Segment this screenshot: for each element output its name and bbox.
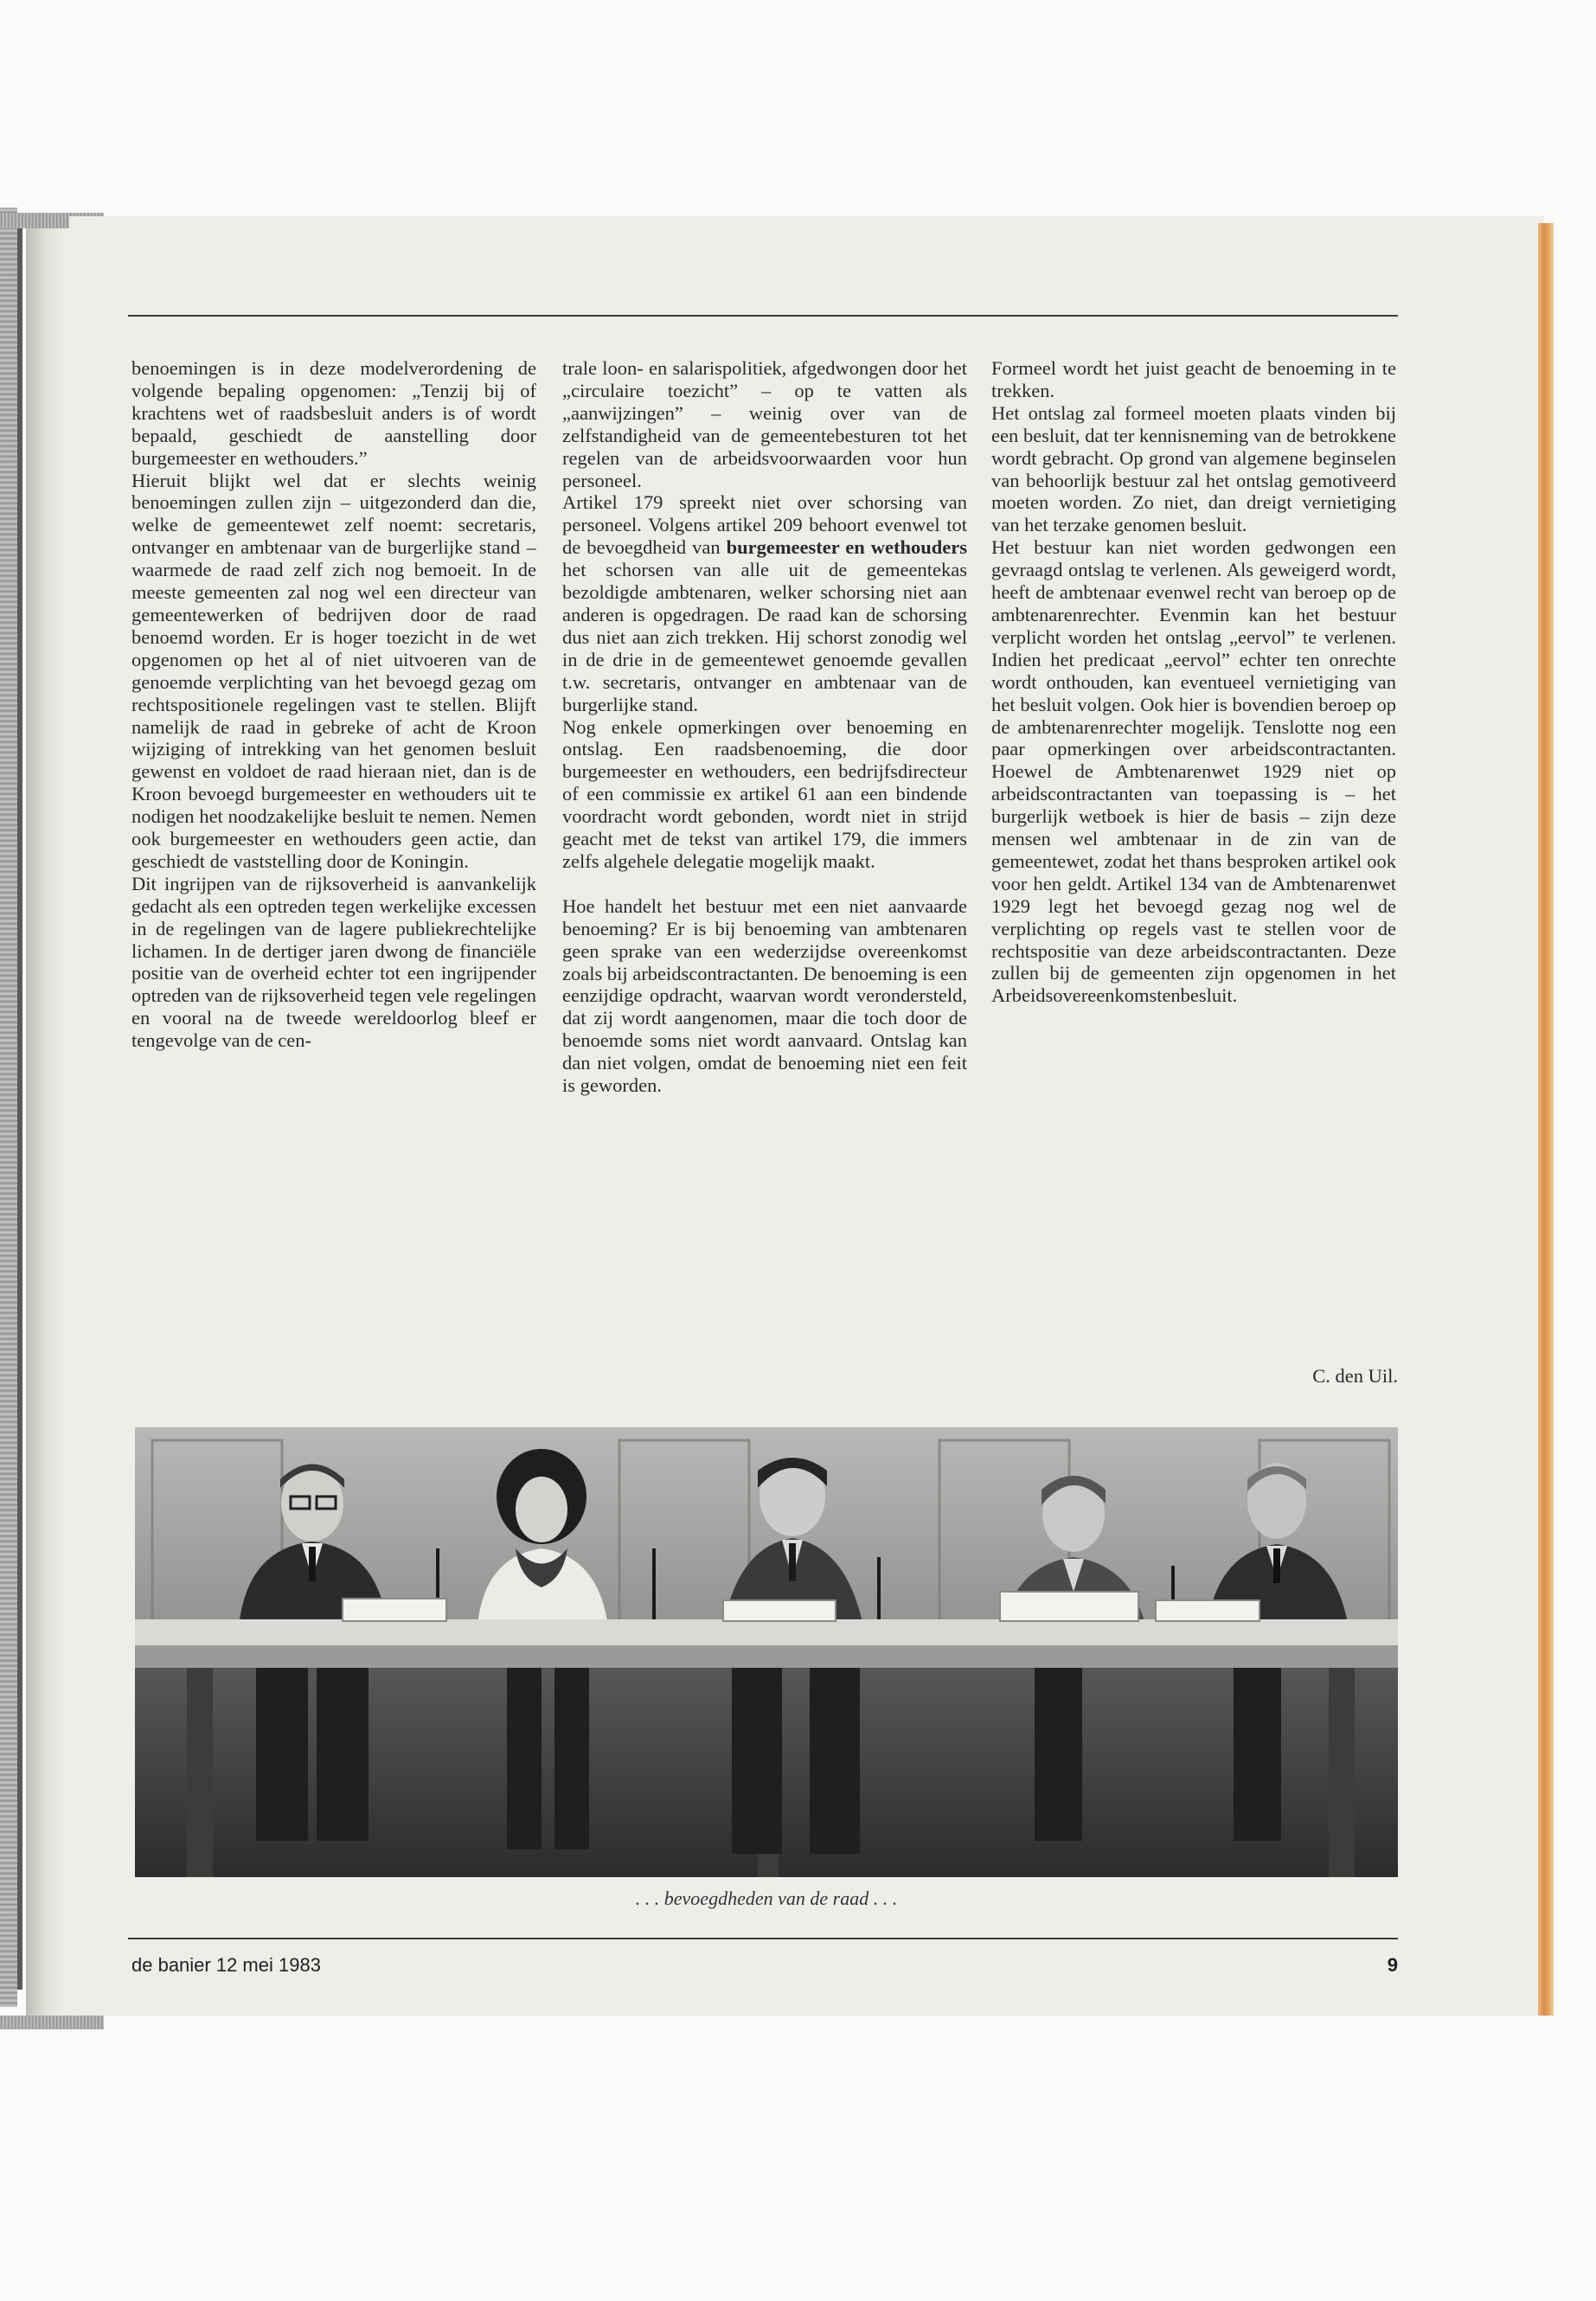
paragraph: trale loon- en salarispolitiek, afgedwongen door het „circulaire toezicht” – op te vatten als „aanwijzingen” – weinig over van de zelfstandigheid van de gemeentebesturen tot het regelen van de arbeidsvoorwaarden voor hun personeel. bbox=[562, 357, 967, 491]
page-number: 9 bbox=[1387, 1954, 1398, 1976]
paragraph: Het ontslag zal formeel moeten plaats vinden bij een besluit, dat ter kennisneming van de betrokkene wordt gebracht. Op grond van algemene beginselen van behoorlijk bestuur zal het ontslag gemotiveerd moeten worden. Zo niet, dan dreigt vernietiging van het terzake genomen besluit. bbox=[991, 401, 1396, 536]
paragraph: Dit ingrijpen van de rijksoverheid is aanvankelijk gedacht als een optreden tegen werkelijke excessen in de regelingen van de lagere publiekrechtelijke lichamen. In de dertiger jaren dwong de financiële positie van de overheid echter tot een ingrijpender optreden van de rijksoverheid tegen vele regelingen en vooral na de tweede wereldoorlog bleef er tengevolge van de cen- bbox=[131, 872, 536, 1052]
text-run: het schorsen van alle uit de gemeentekas bezoldigde ambtenaren, welker schorsing niet aan anderen is opgedragen. De raad kan de schorsing dus niet aan zich trekken. Hij schorst zonodig wel in de drie in de gemeentewet genoemde gevallen t.w. secretaris, ontvanger en ambtenaar van de burgerlijke stand. bbox=[562, 559, 967, 715]
top-rule bbox=[128, 315, 1398, 317]
article-column-2 bbox=[562, 357, 967, 1404]
publication-info: de banier 12 mei 1983 bbox=[131, 1954, 321, 1976]
bottom-rule bbox=[128, 1938, 1398, 1939]
paragraph: Hoe handelt het bestuur met een niet aanvaarde benoeming? Er is bij benoeming van ambtenaren geen sprake van een wederzijdse overeenkomst zoals bij arbeidscontractanten. De benoeming is een eenzijdige opdracht, waarvan wordt verondersteld, dat zij wordt aangenomen, maar die toch door de benoemde soms niet wordt aanvaard. Ontslag kan dan niet volgen, omdat de benoeming niet een feit is geworden. bbox=[562, 894, 967, 1097]
photo-caption: . . . bevoegdheden van de raad . . . bbox=[635, 1888, 898, 1909]
author-signature: C. den Uil. bbox=[1312, 1365, 1398, 1387]
text-run: Artikel 179 spreekt niet over schorsing van personeel. Volgens artikel 209 behoort evenwel tot de bevoegdheid van bbox=[562, 491, 967, 559]
paragraph bbox=[562, 491, 967, 715]
binding-stitch-bottom bbox=[0, 2016, 104, 2029]
page-edge bbox=[1538, 223, 1554, 2016]
paragraph: Hieruit blijkt wel dat er slechts weinig benoemingen zullen zijn – uitgezonderd dan die, welke de gemeentewet zelf noemt: secretaris, ontvanger en ambtenaar van de burgerlijke stand – waarmede de raad zelf zich nog bemoeit. In de meeste gemeenten zal nog wel een directeur van gemeentewerken of bedrijven door de raad benoemd worden. Er is hoger toezicht in de wet opgenomen op het al of niet uitvoeren van de genoemde verplichting van het bevoegd gezag om rechtspositionele regelingen vast te stellen. Blijft namelijk de raad in gebreke of acht de Kroon wijziging of intrekking van het genomen besluit gewenst en voldoet de raad hieraan niet, dan is de Kroon bevoegd burgemeester en wethouders uit te nodigen het noodzakelijke besluit te nemen. Nemen ook burgemeester en wethouders geen actie, dan geschiedt de vaststelling door de Koningin. bbox=[131, 469, 536, 872]
book-binding bbox=[0, 208, 17, 2007]
paragraph: benoemingen is in deze modelverordening de volgende bepaling opgenomen: „Tenzij bij of krachtens wet of raadsbesluit anders is of wordt bepaald, geschiedt de aanstelling door burgemeester en wethouders.” bbox=[131, 357, 536, 469]
paragraph: Het bestuur kan niet worden gedwongen een gevraagd ontslag te verlenen. Als geweigerd wordt, heeft de ambtenaar evenwel recht van beroep op de ambtenarenrechter. Evenmin kan het bestuur verplicht worden het ontslag „eervol” te verlenen. Indien het predicaat „eervol” echter ten onrechte wordt onthouden, kan eventueel vernietiging van het besluit volgen. Ook hier is bovendien beroep op de ambtenarenrechter mogelijk. Tenslotte nog een paar opmerkingen over arbeidscontractanten. Hoewel de Ambtenarenwet 1929 niet op arbeidscontractanten van toepassing is – het burgerlijk wetboek is hier de basis – zijn deze mensen wel ambtenaar in de zin van de gemeentewet, zodat het thans besproken artikel ook voor hen geldt. Artikel 134 van de Ambtenarenwet 1929 legt het bevoegd gezag nog wel de verplichting op regels vast te stellen voor de rechtspositie van deze arbeidscontractanten. Deze zullen bij de gemeenten zijn opgenomen in het Arbeidsovereenkomstenbesluit. bbox=[991, 536, 1396, 1007]
paragraph: Nog enkele opmerkingen over benoeming en ontslag. Een raadsbenoeming, die door burgemeester en wethouders, een bedrijfsdirecteur of een commissie ex artikel 61 aan een bindende voordracht wordt gebonden, wordt niet in strijd geacht met de tekst van artikel 179, die immers zelfs algehele delegatie mogelijk maakt. bbox=[562, 715, 967, 872]
article-column-1 bbox=[131, 357, 536, 1404]
paragraph: Formeel wordt het juist geacht de benoeming in te trekken. bbox=[991, 357, 1396, 401]
binding-shadow bbox=[17, 216, 22, 1990]
bold-text-run: burgemeester en wethouders bbox=[726, 536, 967, 559]
photo-illustration bbox=[135, 1427, 1398, 1877]
council-meeting-photo bbox=[135, 1427, 1398, 1877]
article-column-3 bbox=[991, 357, 1396, 1404]
